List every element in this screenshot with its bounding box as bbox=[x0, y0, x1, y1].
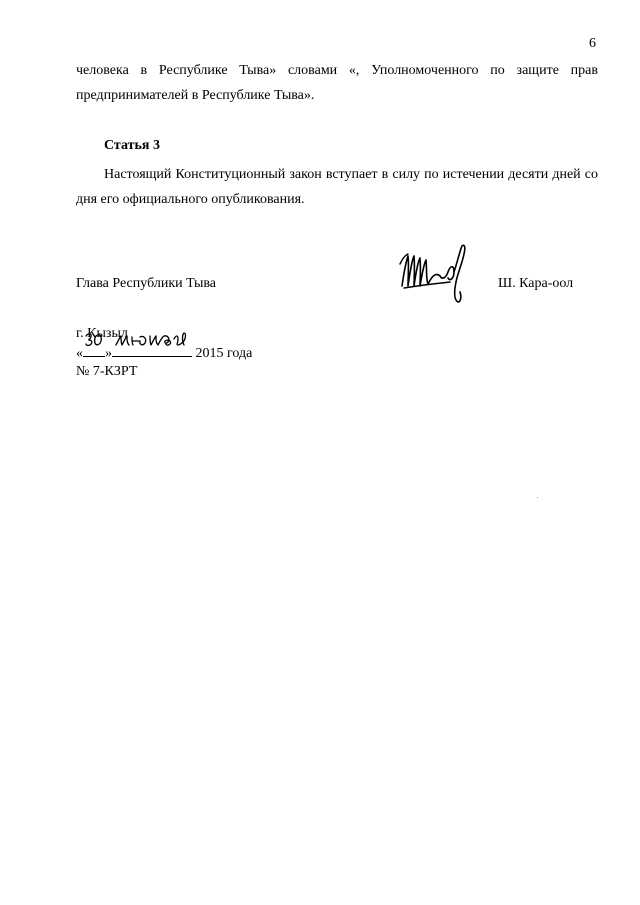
law-number: № 7-КЗРТ bbox=[76, 364, 138, 379]
handwritten-month-ink bbox=[112, 331, 192, 349]
page-number: 6 bbox=[589, 36, 596, 51]
handwritten-signature bbox=[396, 242, 474, 306]
open-quote: « bbox=[76, 346, 83, 361]
signer-name: Ш. Кара-оол bbox=[498, 276, 574, 291]
article-paragraph: Настоящий Конституционный закон вступает в силу по истечении десяти дней со дня его официального опубликования. bbox=[76, 167, 598, 207]
handwritten-month bbox=[112, 343, 192, 357]
close-quote: » bbox=[105, 346, 112, 361]
place-date-block bbox=[76, 325, 252, 381]
article-heading: Статья 3 bbox=[104, 138, 160, 153]
handwritten-day bbox=[83, 343, 105, 357]
date-line bbox=[76, 343, 252, 363]
handwritten-day-ink bbox=[83, 331, 105, 349]
scan-speck bbox=[537, 497, 538, 498]
city-line: г. Кызыл bbox=[76, 326, 128, 341]
continuation-paragraph: человека в Республике Тыва» словами «, Уполномоченного по защите прав предпринимателей в Республике Тыва». bbox=[76, 63, 598, 103]
signer-title: Глава Республики Тыва bbox=[76, 276, 217, 291]
year-text: 2015 года bbox=[195, 346, 253, 361]
